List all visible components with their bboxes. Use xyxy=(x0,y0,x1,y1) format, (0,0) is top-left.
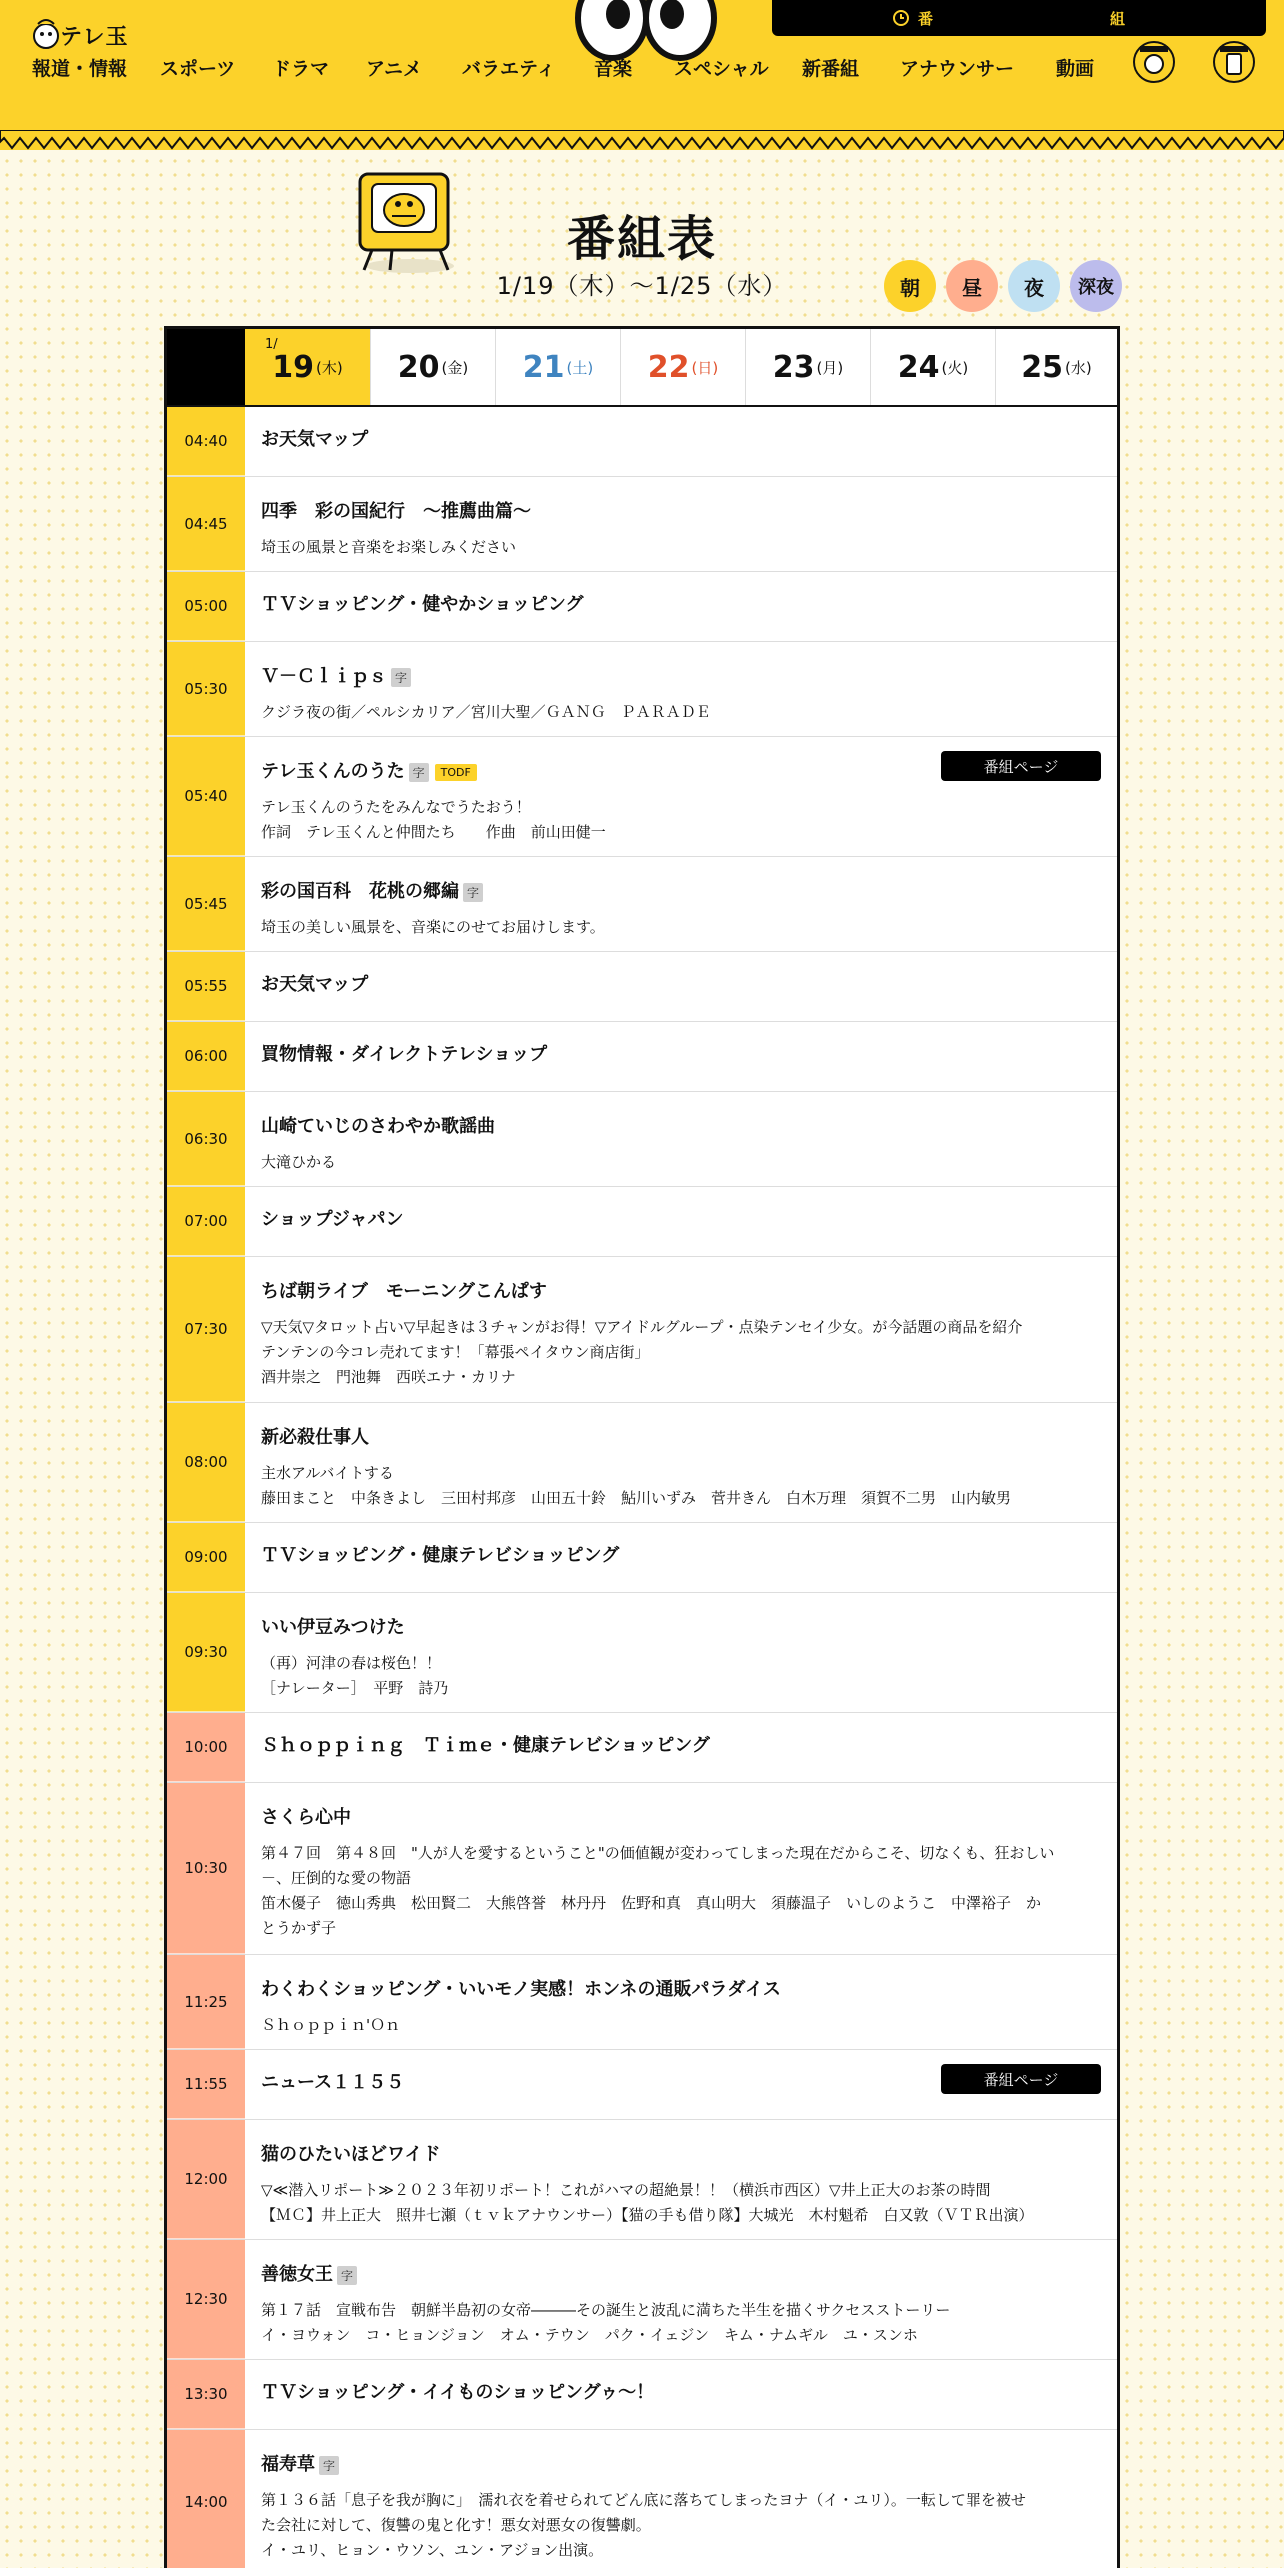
nav-item-special[interactable]: スペシャル xyxy=(674,58,769,80)
program-info xyxy=(261,1613,1101,1701)
program-row xyxy=(167,2120,1117,2240)
program-time: 05:45 xyxy=(167,857,245,951)
program-time: 13:30 xyxy=(167,2360,245,2429)
program-time: 04:40 xyxy=(167,407,245,476)
program-title[interactable]: さくら心中 xyxy=(261,1807,351,1828)
day-tab-weekday: (月) xyxy=(816,358,844,377)
nav-item-news[interactable]: 報道・情報 xyxy=(32,58,128,80)
program-description: ▽天気▽タロット占い▽早起きは３チャンがお得！▽アイドルグループ・点染テンセイ少女。が今話題の商品を紹介 テンテンの今コレ売れてます！「幕張ペイタウン商店街」 酒井崇之 門池舞 西咲エナ・カリナ xyxy=(261,1318,1023,1386)
program-info xyxy=(261,2140,1101,2228)
program-info xyxy=(261,1040,1101,1066)
nav-item-new-programs[interactable]: 新番組 xyxy=(802,58,860,80)
program-time: 10:30 xyxy=(167,1783,245,1954)
program-row xyxy=(167,572,1117,642)
program-time: 05:00 xyxy=(167,572,245,641)
program-row xyxy=(167,1593,1117,1713)
program-time: 11:55 xyxy=(167,2050,245,2119)
nav-item-video[interactable]: 動画 xyxy=(1056,58,1095,80)
nav-item-drama[interactable]: ドラマ xyxy=(272,58,330,80)
day-tab-weekday: (日) xyxy=(691,358,719,377)
date-range: 1/19（木）〜1/25（水） xyxy=(496,272,788,300)
caption-badge: 字 xyxy=(391,668,411,687)
program-row xyxy=(167,737,1117,857)
teletama-mobile-button-icon[interactable] xyxy=(1212,40,1256,84)
day-tab-21[interactable] xyxy=(495,329,620,405)
day-tab-number: 25 xyxy=(1021,349,1064,385)
program-time: 08:00 xyxy=(167,1403,245,1522)
day-tab-number: 19 xyxy=(272,349,315,385)
day-tab-25[interactable] xyxy=(995,329,1117,405)
program-title[interactable]: 福寿草 字 xyxy=(261,2450,1101,2476)
program-description: 埼玉の風景と音楽をお楽しみください xyxy=(261,538,517,556)
program-row xyxy=(167,642,1117,737)
program-info xyxy=(261,2260,1101,2348)
nav-item-anime[interactable]: アニメ xyxy=(366,58,423,80)
program-time: 07:00 xyxy=(167,1187,245,1256)
program-page-button[interactable]: 番組ページ xyxy=(941,751,1101,781)
program-description: クジラ夜の街／ペルシカリア／宮川大聖／ＧＡＮＧ ＰＡＲＡＤＥ xyxy=(261,703,711,721)
program-description: ▽≪潜入リポート≫２０２３年初リポート！これがハマの超絶景！！（横浜市西区）▽井上正大のお茶の時間 【ＭＣ】井上正大 照井七瀬（ｔｖｋアナウンサー）【猫の手も借り隊】大城光 木村魁希 白又敦（ＶＴＲ出演） xyxy=(261,2181,1034,2224)
program-time: 09:00 xyxy=(167,1523,245,1592)
program-row xyxy=(167,407,1117,477)
schedule-table xyxy=(164,326,1120,2568)
program-row xyxy=(167,952,1117,1022)
program-time: 06:30 xyxy=(167,1092,245,1186)
day-tab-weekday: (水) xyxy=(1065,358,1092,377)
period-button-noon[interactable]: 昼 xyxy=(946,260,998,312)
program-time: 14:00 xyxy=(167,2430,245,2568)
program-description: Ｓｈｏｐｐｉｎ'Ｏｎ xyxy=(261,2016,401,2034)
day-tab-month: 1/ xyxy=(265,337,278,352)
program-title[interactable]: テレ玉くんのうた 字 TODF xyxy=(261,757,1101,783)
program-title[interactable]: 善徳女王 字 xyxy=(261,2260,1101,2286)
program-info xyxy=(261,1731,1101,1757)
day-tab-number: 20 xyxy=(397,349,440,385)
program-row xyxy=(167,1092,1117,1187)
program-time: 12:00 xyxy=(167,2120,245,2239)
program-title[interactable]: ＴＶショッピング・健康テレビショッピング xyxy=(261,1545,620,1566)
program-page-button[interactable]: 番組ページ xyxy=(941,2064,1101,2094)
period-button-morning[interactable]: 朝 xyxy=(884,260,936,312)
program-title[interactable]: お天気マップ xyxy=(261,429,369,450)
program-info xyxy=(261,1975,1101,2038)
program-row xyxy=(167,2360,1117,2430)
program-row xyxy=(167,1187,1117,1257)
nav-item-variety[interactable]: バラエティ xyxy=(462,58,556,80)
main-nav xyxy=(0,54,1140,82)
program-title[interactable]: わくわくショッピング・いいモノ実感！ホンネの通販パラダイス xyxy=(261,1979,781,2000)
program-row xyxy=(167,857,1117,952)
program-info xyxy=(261,1803,1101,1941)
program-row xyxy=(167,1783,1117,1955)
program-title[interactable]: 山崎ていじのさわやか歌謡曲 xyxy=(261,1116,495,1137)
logo-text[interactable]: テレ玉 xyxy=(60,25,129,50)
program-info xyxy=(261,1112,1101,1175)
program-info xyxy=(261,590,1101,616)
day-tab-number: 22 xyxy=(647,349,690,385)
header-zigzag-edge xyxy=(0,130,1284,152)
day-tab-23[interactable] xyxy=(745,329,870,405)
clock-icon xyxy=(892,9,910,27)
caption-badge: 字 xyxy=(337,2266,357,2285)
day-tab-number: 21 xyxy=(522,349,565,385)
program-row xyxy=(167,2430,1117,2568)
program-info xyxy=(261,1205,1101,1231)
program-title[interactable]: Ｖ－Ｃｌｉｐｓ 字 xyxy=(261,662,1101,688)
program-row xyxy=(167,1403,1117,1523)
program-row xyxy=(167,1022,1117,1092)
day-tabs xyxy=(167,329,1117,407)
program-info xyxy=(261,1277,1101,1390)
program-time: 07:30 xyxy=(167,1257,245,1402)
day-tab-weekday: (木) xyxy=(316,358,343,377)
program-description: 第１３６話「息子を我が胸に」 濡れ衣を着せられてどん底に落ちてしまったヨナ（イ・ユリ）。一転して罪を被せ た会社に対して、復讐の鬼と化す！悪女対悪女の復讐劇。 イ・ユリ、ヒョン・ウソン、ユン・アジョン出演。 xyxy=(261,2491,1026,2559)
program-title[interactable]: ニュース１１５５ xyxy=(261,2072,405,2093)
day-tab-24[interactable] xyxy=(870,329,995,405)
site-header xyxy=(0,0,1284,150)
program-title[interactable]: ちば朝ライブ モーニングこんぱす xyxy=(261,1281,547,1302)
day-tab-20[interactable] xyxy=(370,329,495,405)
nav-item-sports[interactable]: スポーツ xyxy=(160,58,236,80)
topbar-label-right: 組 xyxy=(1110,10,1126,28)
program-title[interactable]: ＴＶショッピング・健やかショッピング xyxy=(261,594,584,615)
program-row xyxy=(167,1257,1117,1403)
program-row xyxy=(167,1955,1117,2050)
program-title[interactable]: ショップジャパン xyxy=(261,1209,404,1230)
program-title[interactable]: いい伊豆みつけた xyxy=(261,1617,405,1638)
program-time: 05:40 xyxy=(167,737,245,856)
program-description: 主水アルバイトする 藤田まこと 中条きよし 三田村邦彦 山田五十鈴 鮎川いずみ 菅井きん 白木万理 須賀不二男 山内敏男 xyxy=(261,1464,1012,1507)
program-info xyxy=(261,425,1101,451)
program-row xyxy=(167,2240,1117,2360)
program-row xyxy=(167,1713,1117,1783)
program-title[interactable]: Ｓｈｏｐｐｉｎｇ Ｔｉｍｅ・健康テレビショッピング xyxy=(261,1735,710,1756)
nav-item-music[interactable]: 音楽 xyxy=(594,58,633,80)
program-title[interactable]: ＴＶショッピング・イイものショッピングゥ～！ xyxy=(261,2382,655,2403)
program-row xyxy=(167,2050,1117,2120)
program-info xyxy=(261,662,1101,725)
page-title: 番組表 xyxy=(566,211,717,267)
caption-badge: 字 xyxy=(463,883,483,902)
program-time: 11:25 xyxy=(167,1955,245,2049)
day-tab-weekday: (金) xyxy=(441,358,469,377)
day-tab-weekday: (火) xyxy=(941,358,969,377)
caption-badge: 字 xyxy=(319,2456,339,2475)
program-time: 12:30 xyxy=(167,2240,245,2359)
program-title[interactable]: 四季 彩の国紀行 ～推薦曲篇～ xyxy=(261,501,531,522)
topbar-label-left: 番 xyxy=(918,10,934,28)
program-info xyxy=(261,970,1101,996)
program-description: 第１７話 宣戦布告 朝鮮半島初の女帝―――その誕生と波乱に満ちた半生を描くサクセスストーリー イ・ヨウォン コ・ヒョンジョン オム・テウン パク・イェジン キム・ナムギル ユ・スンホ xyxy=(261,2301,951,2344)
program-description: 埼玉の美しい風景を、音楽にのせてお届けします。 xyxy=(261,918,605,936)
program-time: 06:00 xyxy=(167,1022,245,1091)
teletama-kun-button-icon[interactable] xyxy=(1132,40,1176,84)
day-tab-19[interactable] xyxy=(245,329,370,405)
program-title[interactable]: 猫のひたいほどワイド xyxy=(261,2144,441,2165)
program-time: 04:45 xyxy=(167,477,245,571)
caption-badge: 字 xyxy=(409,763,429,782)
program-time: 05:30 xyxy=(167,642,245,736)
todf-badge: TODF xyxy=(435,764,477,781)
program-info xyxy=(261,877,1101,940)
day-tab-number: 24 xyxy=(897,349,940,385)
program-description: 第４７回 第４８回 "人が人を愛するということ"の価値観が変わってしまった現在だからこそ、切なくも、狂おしい －、圧倒的な愛の物語 笛木優子 徳山秀典 松田賢二 大熊啓誉 林丹丹 佐野和真 真山明大 須藤温子 いしのようこ 中澤裕子 か とうかず子 xyxy=(261,1844,1055,1937)
day-tab-weekday: (土) xyxy=(566,358,594,377)
nav-item-announcer[interactable]: アナウンサー xyxy=(900,58,1015,80)
program-title[interactable]: お天気マップ xyxy=(261,974,369,995)
period-button-night[interactable]: 夜 xyxy=(1008,260,1060,312)
day-tabs-corner xyxy=(167,329,245,405)
period-button-late-night[interactable]: 深夜 xyxy=(1070,260,1122,312)
program-info xyxy=(261,1541,1101,1567)
program-time: 10:00 xyxy=(167,1713,245,1782)
program-title[interactable]: 新必殺仕事人 xyxy=(261,1427,369,1448)
program-description: テレ玉くんのうたをみんなでうたおう！ 作詞 テレ玉くんと仲間たち 作曲 前山田健一 xyxy=(261,798,606,841)
program-info xyxy=(261,2378,1101,2404)
program-row xyxy=(167,1523,1117,1593)
top-utility-bar[interactable] xyxy=(772,0,1266,36)
program-info xyxy=(261,2450,1101,2563)
day-tab-number: 23 xyxy=(772,349,815,385)
program-info xyxy=(261,497,1101,560)
program-time: 05:55 xyxy=(167,952,245,1021)
program-description: 大滝ひかる xyxy=(261,1153,337,1171)
program-row xyxy=(167,477,1117,572)
day-tab-22[interactable] xyxy=(620,329,745,405)
program-info xyxy=(261,1423,1101,1511)
program-time: 09:30 xyxy=(167,1593,245,1712)
program-title[interactable]: 彩の国百科 花桃の郷編 字 xyxy=(261,877,1101,903)
program-description: （再）河津の春は桜色！！ ［ナレーター］ 平野 詩乃 xyxy=(261,1654,449,1697)
program-title[interactable]: 買物情報・ダイレクトテレショップ xyxy=(261,1044,548,1065)
